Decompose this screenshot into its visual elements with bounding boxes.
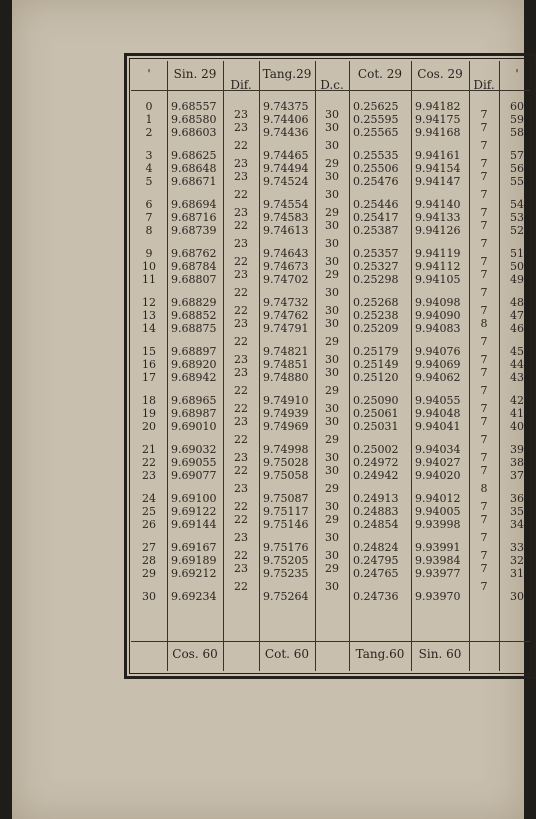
- cell-m: 12: [142, 296, 156, 309]
- cell-dif1: 23: [234, 169, 248, 183]
- cell-m: 9: [145, 247, 153, 260]
- cell-dc: 30: [325, 236, 339, 250]
- cell-m: 4: [145, 162, 153, 175]
- cell-cos: 9.94020: [415, 469, 461, 482]
- cell-dif1: 22: [234, 254, 248, 268]
- cell-cos: 9.93977: [415, 567, 461, 580]
- cell-m: 6: [145, 198, 153, 211]
- cell-cos: 9.93984: [415, 554, 461, 567]
- cell-tang: 9.74554: [263, 198, 309, 211]
- cell-m: 29: [142, 567, 156, 580]
- cell-m: 3: [145, 149, 153, 162]
- cell-dif1: 23: [234, 267, 248, 281]
- cell-cos: 9.94062: [415, 371, 461, 384]
- cell-mr: 36: [510, 492, 524, 505]
- cell-dc: 30: [325, 285, 339, 299]
- cell-dc: 29: [325, 205, 339, 219]
- cell-sin: 9.69189: [171, 554, 217, 567]
- cell-cot: 0.25179: [353, 345, 399, 358]
- header-dc: D.c.: [320, 78, 344, 92]
- cell-m: 22: [142, 456, 156, 469]
- cell-dif1: 23: [234, 365, 248, 379]
- cell-tang: 9.75087: [263, 492, 309, 505]
- cell-cos: 9.94048: [415, 407, 461, 420]
- cell-tang: 9.75176: [263, 541, 309, 554]
- cell-tang: 9.75235: [263, 567, 309, 580]
- cell-tang: 9.74851: [263, 358, 309, 371]
- cell-dif1: 23: [234, 352, 248, 366]
- cell-dc: 29: [325, 156, 339, 170]
- cell-cot: 0.25476: [353, 175, 399, 188]
- cell-dif2: 7: [480, 236, 488, 250]
- cell-mr: 37: [510, 469, 524, 482]
- cell-cos: 9.94034: [415, 443, 461, 456]
- cell-m: 8: [145, 224, 153, 237]
- cell-mr: 38: [510, 456, 524, 469]
- cell-dif2: 8: [480, 481, 488, 495]
- cell-m: 13: [142, 309, 156, 322]
- cell-dif2: 7: [480, 120, 488, 134]
- cell-mr: 53: [510, 211, 524, 224]
- cell-tang: 9.74910: [263, 394, 309, 407]
- cell-cos: 9.94041: [415, 420, 461, 433]
- cell-dc: 30: [325, 107, 339, 121]
- cell-sin: 9.68807: [171, 273, 217, 286]
- cell-dif2: 7: [480, 548, 488, 562]
- cell-cot: 0.25090: [353, 394, 399, 407]
- footer-sin: Cos. 60: [172, 647, 218, 661]
- cell-dc: 29: [325, 334, 339, 348]
- cell-m: 21: [142, 443, 156, 456]
- cell-cot: 0.25031: [353, 420, 399, 433]
- footer-cot: Tang.60: [355, 647, 405, 661]
- cell-cos: 9.94005: [415, 505, 461, 518]
- cell-cos: 9.94168: [415, 126, 461, 139]
- cell-dif1: 22: [234, 383, 248, 397]
- cell-mr: 48: [510, 296, 524, 309]
- cell-mr: 32: [510, 554, 524, 567]
- cell-m: 27: [142, 541, 156, 554]
- cell-cot: 0.25595: [353, 113, 399, 126]
- cell-tang: 9.74969: [263, 420, 309, 433]
- cell-mr: 33: [510, 541, 524, 554]
- cell-sin: 9.69234: [171, 590, 217, 603]
- cell-tang: 9.74494: [263, 162, 309, 175]
- header-cos: Cos. 29: [417, 67, 463, 81]
- cell-dif1: 22: [234, 285, 248, 299]
- cell-dif1: 23: [234, 205, 248, 219]
- cell-mr: 58: [510, 126, 524, 139]
- cell-dc: 30: [325, 352, 339, 366]
- cell-cot: 0.24883: [353, 505, 399, 518]
- column-divider: [167, 61, 168, 671]
- cell-sin: 9.68987: [171, 407, 217, 420]
- cell-dc: 30: [325, 414, 339, 428]
- cell-sin: 9.68557: [171, 100, 217, 113]
- cell-m: 17: [142, 371, 156, 384]
- cell-dif2: 7: [480, 187, 488, 201]
- cell-cot: 0.25149: [353, 358, 399, 371]
- cell-cot: 0.24765: [353, 567, 399, 580]
- cell-mr: 54: [510, 198, 524, 211]
- cell-cos: 9.94105: [415, 273, 461, 286]
- cell-dif1: 22: [234, 334, 248, 348]
- cell-dif2: 7: [480, 365, 488, 379]
- cell-dc: 30: [325, 463, 339, 477]
- header-cot: Cot. 29: [357, 67, 403, 81]
- cell-dif1: 23: [234, 107, 248, 121]
- cell-cos: 9.94012: [415, 492, 461, 505]
- cell-dif1: 23: [234, 481, 248, 495]
- cell-cos: 9.94090: [415, 309, 461, 322]
- cell-cot: 0.25238: [353, 309, 399, 322]
- cell-dif2: 7: [480, 267, 488, 281]
- cell-cot: 0.24913: [353, 492, 399, 505]
- cell-dif2: 7: [480, 463, 488, 477]
- cell-m: 11: [142, 273, 156, 286]
- cell-sin: 9.68580: [171, 113, 217, 126]
- cell-dc: 29: [325, 267, 339, 281]
- cell-mr: 59: [510, 113, 524, 126]
- cell-mr: 60: [510, 100, 524, 113]
- cell-tang: 9.74762: [263, 309, 309, 322]
- header-mr: ': [515, 67, 519, 81]
- cell-cot: 0.25565: [353, 126, 399, 139]
- cell-dif1: 22: [234, 303, 248, 317]
- cell-dif2: 7: [480, 303, 488, 317]
- cell-tang: 9.74613: [263, 224, 309, 237]
- cell-mr: 31: [510, 567, 524, 580]
- cell-dc: 29: [325, 432, 339, 446]
- cell-tang: 9.74939: [263, 407, 309, 420]
- cell-mr: 45: [510, 345, 524, 358]
- cell-sin: 9.68875: [171, 322, 217, 335]
- column-divider: [259, 61, 260, 671]
- cell-cos: 9.94126: [415, 224, 461, 237]
- cell-tang: 9.74465: [263, 149, 309, 162]
- cell-tang: 9.74406: [263, 113, 309, 126]
- cell-dif1: 22: [234, 512, 248, 526]
- cell-sin: 9.68784: [171, 260, 217, 273]
- cell-m: 1: [145, 113, 153, 126]
- cell-m: 0: [145, 100, 153, 113]
- cell-dif1: 23: [234, 530, 248, 544]
- cell-dc: 30: [325, 218, 339, 232]
- footer-cos: Sin. 60: [418, 647, 462, 661]
- cell-dc: 30: [325, 169, 339, 183]
- cell-sin: 9.68920: [171, 358, 217, 371]
- cell-cot: 0.24736: [353, 590, 399, 603]
- cell-cos: 9.94147: [415, 175, 461, 188]
- cell-cot: 0.25417: [353, 211, 399, 224]
- cell-dif2: 7: [480, 138, 488, 152]
- cell-dc: 30: [325, 138, 339, 152]
- cell-dif2: 7: [480, 169, 488, 183]
- cell-dif2: 7: [480, 218, 488, 232]
- cell-cot: 0.24972: [353, 456, 399, 469]
- cell-sin: 9.68694: [171, 198, 217, 211]
- cell-m: 23: [142, 469, 156, 482]
- cell-cos: 9.94055: [415, 394, 461, 407]
- cell-m: 20: [142, 420, 156, 433]
- cell-dif2: 7: [480, 414, 488, 428]
- cell-mr: 30: [510, 590, 524, 603]
- cell-cot: 0.25387: [353, 224, 399, 237]
- cell-cot: 0.25120: [353, 371, 399, 384]
- cell-dc: 29: [325, 383, 339, 397]
- cell-dif1: 22: [234, 463, 248, 477]
- cell-cot: 0.25268: [353, 296, 399, 309]
- cell-sin: 9.68625: [171, 149, 217, 162]
- cell-dif1: 23: [234, 156, 248, 170]
- cell-mr: 44: [510, 358, 524, 371]
- cell-dif2: 7: [480, 334, 488, 348]
- cell-tang: 9.74732: [263, 296, 309, 309]
- cell-cot: 0.25625: [353, 100, 399, 113]
- cell-mr: 52: [510, 224, 524, 237]
- cell-tang: 9.74643: [263, 247, 309, 260]
- cell-cos: 9.94133: [415, 211, 461, 224]
- footer-rule: [131, 641, 530, 642]
- cell-dif1: 22: [234, 187, 248, 201]
- cell-dif1: 23: [234, 561, 248, 575]
- cell-sin: 9.68965: [171, 394, 217, 407]
- cell-m: 30: [142, 590, 156, 603]
- cell-mr: 41: [510, 407, 524, 420]
- cell-tang: 9.74436: [263, 126, 309, 139]
- cell-sin: 9.68762: [171, 247, 217, 260]
- cell-cos: 9.94161: [415, 149, 461, 162]
- column-divider: [411, 61, 412, 671]
- cell-sin: 9.69167: [171, 541, 217, 554]
- cell-tang: 9.74673: [263, 260, 309, 273]
- cell-cos: 9.93991: [415, 541, 461, 554]
- cell-cos: 9.94069: [415, 358, 461, 371]
- header-m: ': [147, 67, 151, 81]
- cell-m: 18: [142, 394, 156, 407]
- cell-dif1: 22: [234, 138, 248, 152]
- cell-dc: 30: [325, 548, 339, 562]
- cell-dif2: 7: [480, 285, 488, 299]
- cell-cos: 9.94140: [415, 198, 461, 211]
- cell-dif1: 22: [234, 218, 248, 232]
- cell-m: 10: [142, 260, 156, 273]
- cell-dc: 30: [325, 365, 339, 379]
- cell-dif2: 7: [480, 107, 488, 121]
- cell-cot: 0.25327: [353, 260, 399, 273]
- cell-tang: 9.75146: [263, 518, 309, 531]
- cell-dc: 29: [325, 481, 339, 495]
- cell-dif1: 23: [234, 414, 248, 428]
- cell-cos: 9.94119: [415, 247, 461, 260]
- header-sin: Sin. 29: [173, 67, 217, 81]
- footer-tang: Cot. 60: [264, 647, 310, 661]
- cell-mr: 49: [510, 273, 524, 286]
- cell-cot: 0.25506: [353, 162, 399, 175]
- cell-cot: 0.25535: [353, 149, 399, 162]
- cell-dc: 30: [325, 499, 339, 513]
- cell-tang: 9.74583: [263, 211, 309, 224]
- cell-tang: 9.75205: [263, 554, 309, 567]
- cell-sin: 9.69100: [171, 492, 217, 505]
- cell-cot: 0.24795: [353, 554, 399, 567]
- cell-mr: 34: [510, 518, 524, 531]
- cell-cot: 0.25357: [353, 247, 399, 260]
- cell-dif2: 7: [480, 352, 488, 366]
- cell-cot: 0.25298: [353, 273, 399, 286]
- cell-dif2: 7: [480, 450, 488, 464]
- cell-sin: 9.69077: [171, 469, 217, 482]
- cell-cos: 9.94076: [415, 345, 461, 358]
- cell-m: 24: [142, 492, 156, 505]
- cell-sin: 9.69032: [171, 443, 217, 456]
- cell-mr: 51: [510, 247, 524, 260]
- cell-cot: 0.24942: [353, 469, 399, 482]
- cell-dif2: 7: [480, 579, 488, 593]
- cell-dc: 30: [325, 579, 339, 593]
- cell-tang: 9.75058: [263, 469, 309, 482]
- cell-dif2: 7: [480, 512, 488, 526]
- header-dif1: Dif.: [230, 78, 252, 92]
- cell-dif1: 22: [234, 401, 248, 415]
- cell-dif2: 7: [480, 156, 488, 170]
- cell-sin: 9.69122: [171, 505, 217, 518]
- cell-sin: 9.68603: [171, 126, 217, 139]
- cell-tang: 9.75117: [263, 505, 309, 518]
- cell-m: 25: [142, 505, 156, 518]
- cell-sin: 9.68942: [171, 371, 217, 384]
- cell-m: 14: [142, 322, 156, 335]
- cell-dif2: 7: [480, 432, 488, 446]
- cell-mr: 47: [510, 309, 524, 322]
- cell-m: 5: [145, 175, 153, 188]
- cell-tang: 9.74791: [263, 322, 309, 335]
- cell-dif1: 23: [234, 450, 248, 464]
- cell-cos: 9.93970: [415, 590, 461, 603]
- cell-dif1: 22: [234, 499, 248, 513]
- cell-mr: 56: [510, 162, 524, 175]
- cell-sin: 9.68829: [171, 296, 217, 309]
- cell-mr: 43: [510, 371, 524, 384]
- cell-mr: 35: [510, 505, 524, 518]
- cell-cot: 0.25209: [353, 322, 399, 335]
- cell-dif2: 7: [480, 254, 488, 268]
- cell-cos: 9.94154: [415, 162, 461, 175]
- cell-mr: 55: [510, 175, 524, 188]
- cell-tang: 9.74702: [263, 273, 309, 286]
- cell-sin: 9.69144: [171, 518, 217, 531]
- cell-dc: 30: [325, 401, 339, 415]
- cell-dc: 29: [325, 561, 339, 575]
- cell-sin: 9.68648: [171, 162, 217, 175]
- cell-mr: 42: [510, 394, 524, 407]
- cell-m: 28: [142, 554, 156, 567]
- cell-cos: 9.94182: [415, 100, 461, 113]
- cell-dif2: 8: [480, 316, 488, 330]
- cell-cos: 9.94083: [415, 322, 461, 335]
- cell-m: 7: [145, 211, 153, 224]
- cell-sin: 9.69010: [171, 420, 217, 433]
- column-divider: [349, 61, 350, 671]
- cell-dif2: 7: [480, 383, 488, 397]
- cell-mr: 39: [510, 443, 524, 456]
- header-tang: Tang.29: [262, 67, 312, 81]
- cell-cot: 0.24824: [353, 541, 399, 554]
- cell-sin: 9.69055: [171, 456, 217, 469]
- cell-dif1: 22: [234, 548, 248, 562]
- cell-dc: 30: [325, 530, 339, 544]
- cell-sin: 9.68671: [171, 175, 217, 188]
- cell-mr: 57: [510, 149, 524, 162]
- cell-dc: 30: [325, 303, 339, 317]
- cell-cot: 0.25061: [353, 407, 399, 420]
- cell-dif1: 23: [234, 316, 248, 330]
- cell-cos: 9.94175: [415, 113, 461, 126]
- cell-sin: 9.69212: [171, 567, 217, 580]
- cell-cot: 0.24854: [353, 518, 399, 531]
- cell-tang: 9.75264: [263, 590, 309, 603]
- cell-dc: 30: [325, 187, 339, 201]
- log-trig-table: [124, 53, 536, 679]
- cell-sin: 9.68897: [171, 345, 217, 358]
- cell-mr: 46: [510, 322, 524, 335]
- cell-dc: 29: [325, 512, 339, 526]
- cell-m: 19: [142, 407, 156, 420]
- cell-dif2: 7: [480, 401, 488, 415]
- cell-tang: 9.74998: [263, 443, 309, 456]
- cell-sin: 9.68852: [171, 309, 217, 322]
- cell-dif2: 7: [480, 499, 488, 513]
- cell-dif1: 23: [234, 236, 248, 250]
- cell-mr: 40: [510, 420, 524, 433]
- cell-dif1: 23: [234, 120, 248, 134]
- cell-cos: 9.93998: [415, 518, 461, 531]
- cell-cos: 9.94027: [415, 456, 461, 469]
- cell-tang: 9.74821: [263, 345, 309, 358]
- book-page: [12, 0, 524, 819]
- cell-tang: 9.75028: [263, 456, 309, 469]
- cell-dc: 30: [325, 450, 339, 464]
- cell-dif2: 7: [480, 205, 488, 219]
- cell-tang: 9.74524: [263, 175, 309, 188]
- cell-sin: 9.68716: [171, 211, 217, 224]
- cell-dc: 30: [325, 254, 339, 268]
- cell-dif1: 22: [234, 579, 248, 593]
- cell-dif2: 7: [480, 561, 488, 575]
- cell-sin: 9.68739: [171, 224, 217, 237]
- cell-dif1: 22: [234, 432, 248, 446]
- header-dif2: Dif.: [473, 78, 495, 92]
- cell-cos: 9.94098: [415, 296, 461, 309]
- cell-m: 2: [145, 126, 153, 139]
- cell-dif2: 7: [480, 530, 488, 544]
- cell-tang: 9.74880: [263, 371, 309, 384]
- cell-cot: 0.25002: [353, 443, 399, 456]
- cell-tang: 9.74375: [263, 100, 309, 113]
- cell-dc: 30: [325, 316, 339, 330]
- cell-cos: 9.94112: [415, 260, 461, 273]
- cell-cot: 0.25446: [353, 198, 399, 211]
- cell-m: 15: [142, 345, 156, 358]
- cell-dc: 30: [325, 120, 339, 134]
- cell-m: 16: [142, 358, 156, 371]
- cell-mr: 50: [510, 260, 524, 273]
- cell-m: 26: [142, 518, 156, 531]
